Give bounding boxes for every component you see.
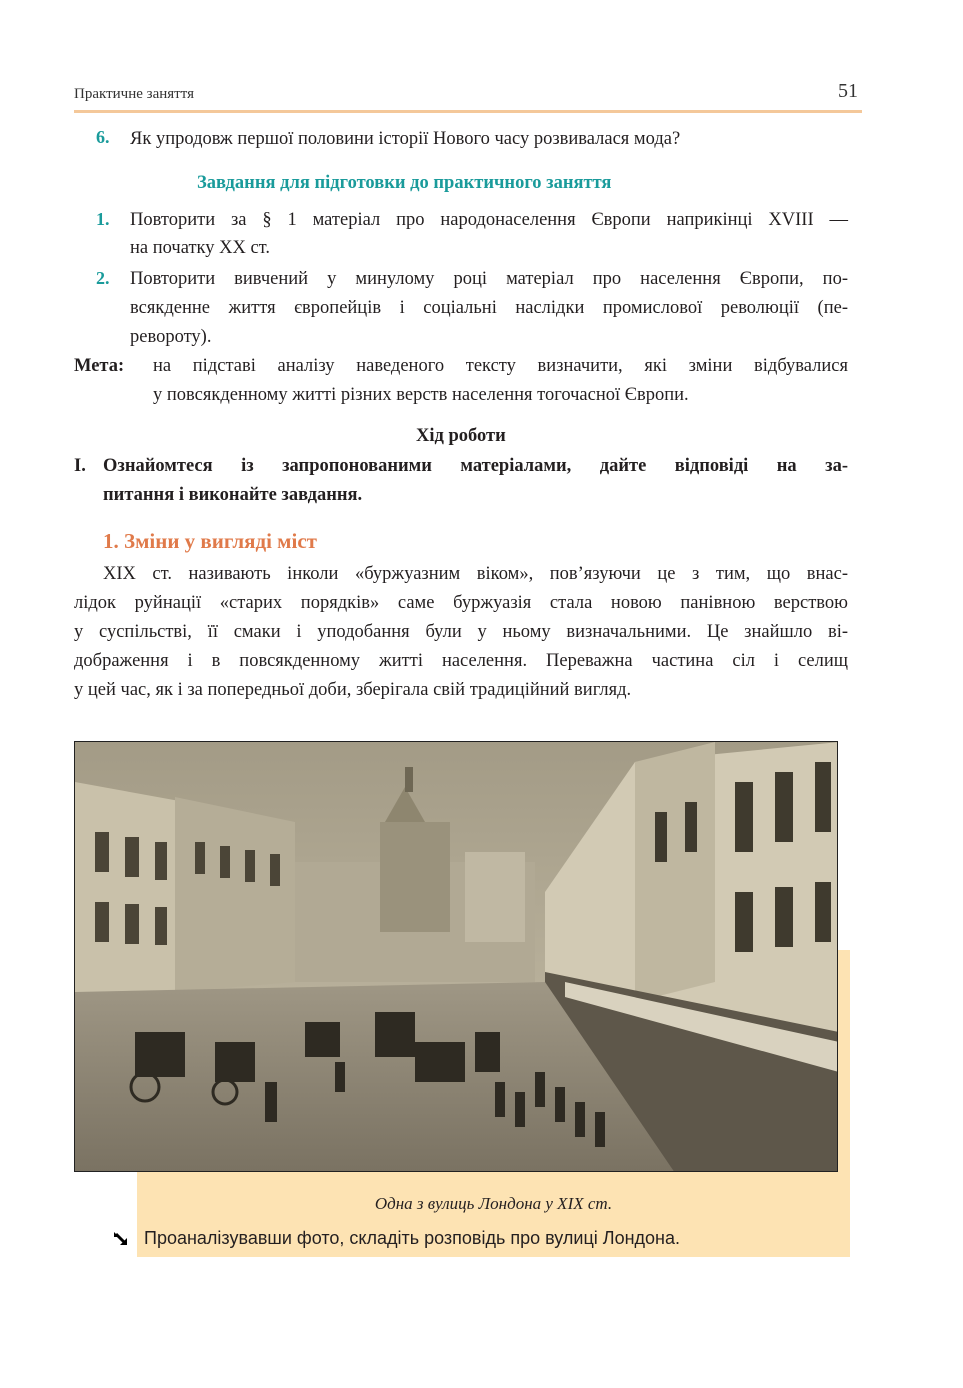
header-rule xyxy=(74,110,862,113)
goal-line: на підставі аналізу наведеного тексту визначити, які зміни відбувалися xyxy=(153,356,848,376)
figure-caption: Одна з вулиць Лондона у XIX ст. xyxy=(374,1194,613,1213)
paragraph-line: у суспільстві, її смаки і уподобання були у ньому визначальними. Це знайшло ві- xyxy=(74,622,848,642)
question-text: Як упродовж першої половини історії Нового часу розвивалася мода? xyxy=(130,129,681,149)
paragraph-line: лідок руйнації «старих порядків» саме буржуазія стала новою панівною верствою xyxy=(74,593,848,613)
workflow-section-line: Ознайомтеся із запропонованими матеріалами, дайте відповіді на за- xyxy=(103,456,848,476)
paragraph-line: у цей час, як і за попередньої доби, зберігала свій традиційний вигляд. xyxy=(74,680,632,700)
workflow-heading: Хід роботи xyxy=(416,426,506,446)
question-number: 6. xyxy=(96,127,110,147)
paragraph-line: XIX ст. називають інколи «буржуазним віком», пов’язуючи це з тим, що внас- xyxy=(103,564,848,584)
prep-item-number: 1. xyxy=(96,209,110,229)
arrow-down-right-icon xyxy=(110,1228,132,1250)
london-street-photo xyxy=(74,741,838,1172)
goal-line: у повсякденному житті різних верств населення тогочасної Європи. xyxy=(153,385,689,405)
workflow-section-number: I. xyxy=(74,456,86,476)
header-section-title: Практичне заняття xyxy=(74,86,194,102)
prep-item-line: на початку XX ст. xyxy=(130,238,271,258)
prep-item-number: 2. xyxy=(96,268,110,288)
prep-item-line: Повторити за § 1 матеріал про народонаселення Європи наприкінці XVIII — xyxy=(130,210,848,230)
workflow-section-line: питання і виконайте завдання. xyxy=(103,485,363,505)
paragraph-line: дображення і в повсякденному житті населення. Переважна частина сіл і селищ xyxy=(74,651,848,671)
task-text: Проаналізувавши фото, складіть розповідь про вулиці Лондона. xyxy=(144,1228,681,1248)
goal-label: Мета: xyxy=(74,356,125,376)
subsection-heading: 1. Зміни у вигляді міст xyxy=(103,529,317,553)
prep-item-line: ревороту). xyxy=(130,327,212,347)
prep-item-line: всякденне життя європейців і соціальні наслідки промислової революції (пе- xyxy=(130,298,848,318)
prep-heading: Завдання для підготовки до практичного заняття xyxy=(197,173,612,193)
page-number: 51 xyxy=(838,80,858,102)
prep-item-line: Повторити вивчений у минулому році матеріал про населення Європи, по- xyxy=(130,269,848,289)
